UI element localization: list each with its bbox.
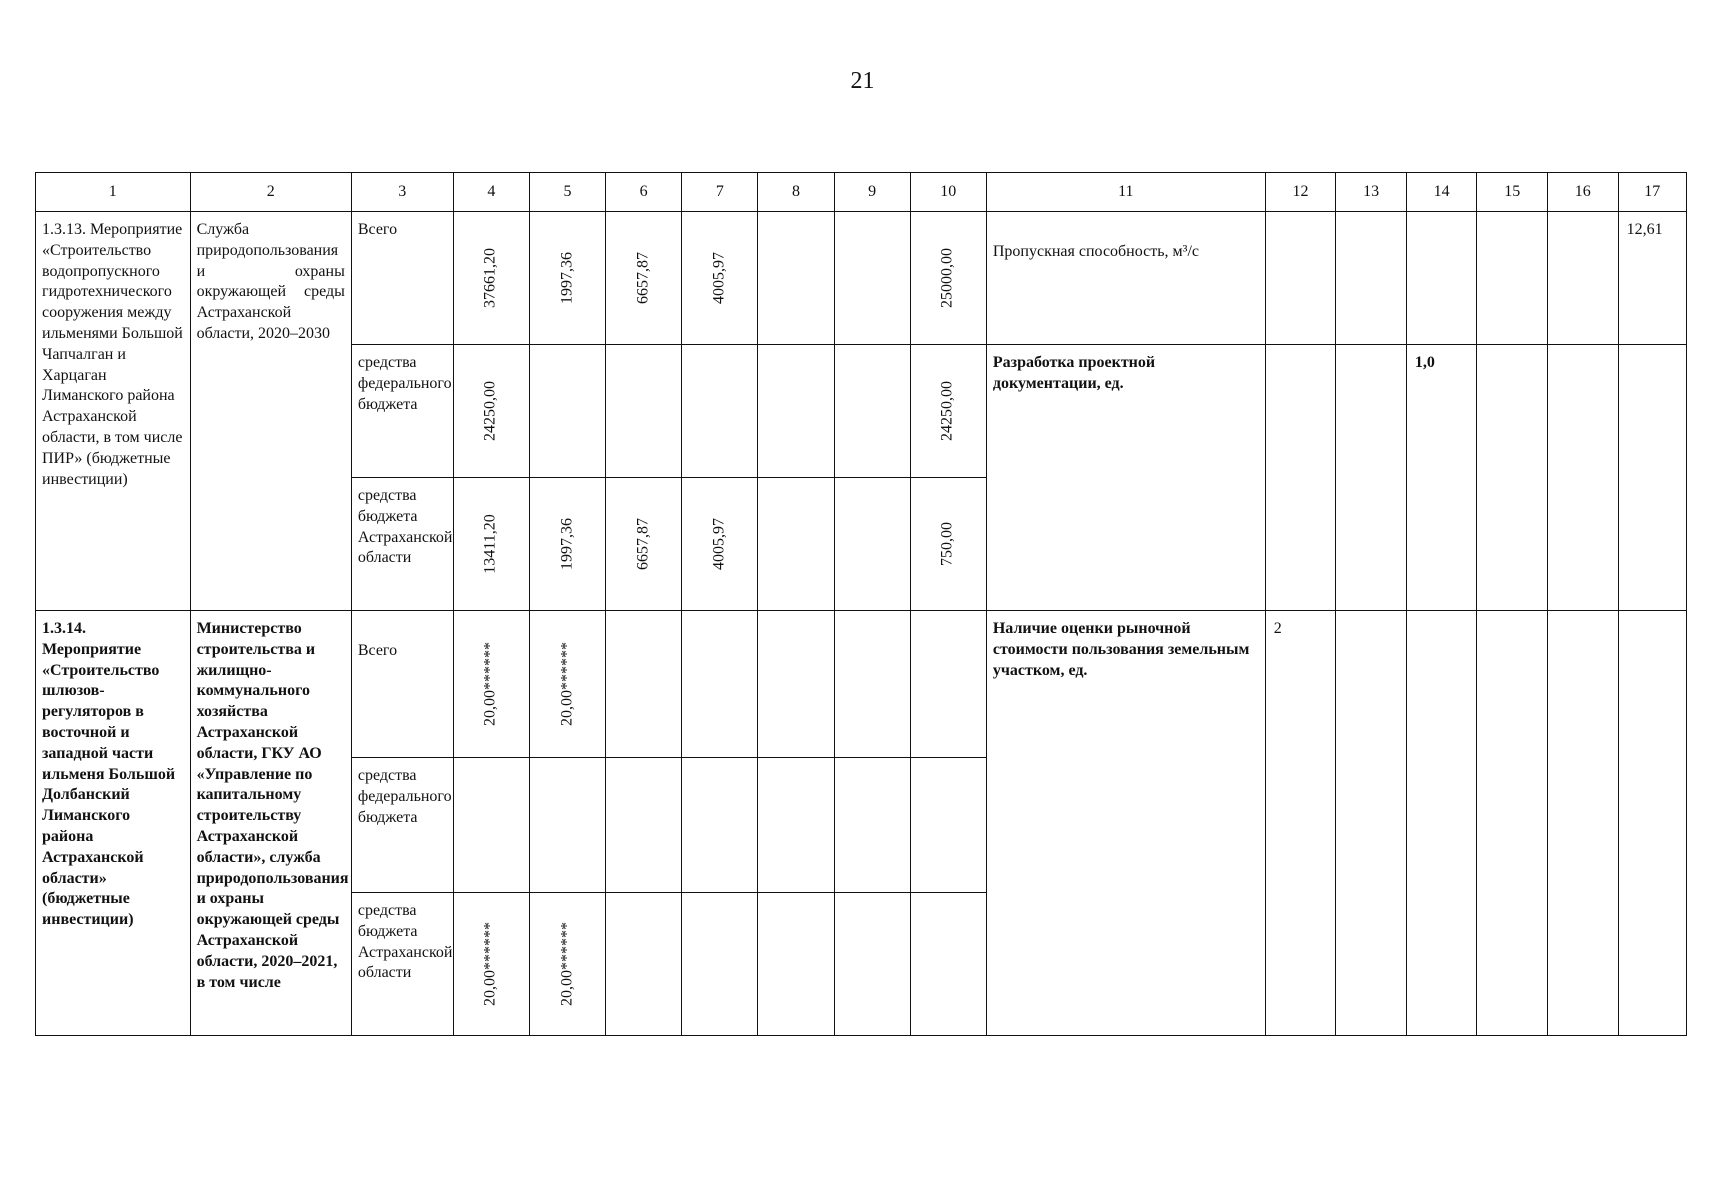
empty-cell	[758, 345, 834, 478]
value-text: 20,00******	[558, 642, 576, 726]
empty-cell	[682, 893, 758, 1036]
column-header: 14	[1406, 173, 1477, 212]
value-text: 20,00******	[481, 642, 499, 726]
program-activities-table	[35, 172, 1687, 1036]
column-header: 11	[986, 173, 1265, 212]
value-text: 20,00******	[558, 922, 576, 1006]
empty-cell	[758, 611, 834, 758]
indicator-cell	[986, 345, 1265, 611]
value-cell	[453, 478, 529, 611]
indicator-cell	[986, 212, 1265, 345]
column-header: 16	[1548, 173, 1619, 212]
table-row	[36, 212, 1687, 345]
funding-source-text: Всего	[357, 642, 398, 659]
value-cell	[910, 212, 986, 345]
value-text: 1997,36	[558, 252, 576, 304]
empty-cell	[758, 478, 834, 611]
empty-cell	[682, 611, 758, 758]
column-header: 13	[1336, 173, 1407, 212]
column-header: 15	[1477, 173, 1548, 212]
target-value-text: 12,61	[1626, 221, 1663, 238]
table-header-row	[36, 173, 1687, 212]
value-cell	[529, 893, 605, 1036]
empty-cell	[606, 758, 682, 893]
empty-cell	[1265, 345, 1336, 611]
target-value-cell	[1265, 611, 1336, 1036]
value-cell	[682, 212, 758, 345]
value-cell	[529, 611, 605, 758]
value-cell	[453, 893, 529, 1036]
funding-source-text: Всего	[357, 221, 398, 238]
table-row	[36, 611, 1687, 758]
column-header: 1	[36, 173, 191, 212]
empty-cell	[453, 758, 529, 893]
value-text: 6657,87	[634, 252, 652, 304]
value-cell	[910, 345, 986, 478]
measure-text: 1.3.14. Мероприятие «Строительство шлюзов-регуляторов в восточной и западной части ильменя Большой Долбанский Лиманского района Астраханской области» (бюджетные инвестиции)	[42, 620, 176, 929]
empty-cell	[1477, 611, 1548, 1036]
empty-cell	[1477, 212, 1548, 345]
empty-cell	[1336, 345, 1407, 611]
empty-cell	[834, 611, 910, 758]
empty-cell	[606, 345, 682, 478]
column-header: 8	[758, 173, 834, 212]
measure-cell	[36, 611, 191, 1036]
value-cell	[529, 478, 605, 611]
indicator-text: Наличие оценки рыночной стоимости пользования земельным участком, ед.	[992, 620, 1250, 679]
value-cell	[682, 478, 758, 611]
empty-cell	[758, 893, 834, 1036]
funding-source-text: средства бюджета Астраханской области	[357, 902, 453, 982]
empty-cell	[834, 478, 910, 611]
empty-cell	[606, 611, 682, 758]
empty-cell	[910, 611, 986, 758]
value-text: 24250,00	[938, 381, 956, 441]
column-header: 2	[190, 173, 351, 212]
empty-cell	[1406, 212, 1477, 345]
funding-source-text: средства федерального бюджета	[357, 354, 452, 413]
indicator-text: Пропускная способность, м³/с	[992, 243, 1199, 260]
column-header: 4	[453, 173, 529, 212]
funding-source-cell	[351, 893, 453, 1036]
empty-cell	[910, 758, 986, 893]
column-header: 12	[1265, 173, 1336, 212]
page-number: 21	[850, 68, 875, 94]
value-cell	[453, 212, 529, 345]
target-value-text: 2	[1273, 620, 1282, 637]
value-text: 13411,20	[481, 514, 499, 574]
value-text: 20,00******	[481, 922, 499, 1006]
executor-text: Министерство строительства и жилищно-коммунального хозяйства Астраханской области, ГКУ АО «Управление по капитальному строительству Астраханской области», служба природопользования и охраны окружающей среды Астраханской области, 2020–2021, в том числе	[196, 620, 349, 991]
measure-cell	[36, 212, 191, 611]
empty-cell	[758, 758, 834, 893]
value-text: 4005,97	[710, 252, 728, 304]
empty-cell	[682, 345, 758, 478]
executor-cell	[190, 611, 351, 1036]
measure-text: 1.3.13. Мероприятие «Строительство водопропускного гидротехнического сооружения между ильменями Большой Чапчалган и Харцаган Лиманского района Астраханской области, в том числе ПИР» (бюджетные инвестиции)	[42, 221, 183, 488]
empty-cell	[834, 345, 910, 478]
value-text: 24250,00	[481, 381, 499, 441]
value-cell	[606, 478, 682, 611]
empty-cell	[1265, 212, 1336, 345]
empty-cell	[529, 345, 605, 478]
empty-cell	[1548, 345, 1619, 611]
column-header: 3	[351, 173, 453, 212]
empty-cell	[1618, 345, 1686, 611]
empty-cell	[1406, 611, 1477, 1036]
indicator-text: Разработка проектной документации, ед.	[992, 354, 1156, 392]
funding-source-cell	[351, 212, 453, 345]
value-cell	[453, 345, 529, 478]
column-header: 9	[834, 173, 910, 212]
value-text: 25000,00	[938, 248, 956, 308]
funding-source-cell	[351, 758, 453, 893]
target-value-cell	[1618, 212, 1686, 345]
funding-source-cell	[351, 478, 453, 611]
value-cell	[453, 611, 529, 758]
column-header: 10	[910, 173, 986, 212]
value-cell	[529, 212, 605, 345]
column-header: 6	[606, 173, 682, 212]
indicator-cell	[986, 611, 1265, 1036]
funding-source-text: средства бюджета Астраханской области	[357, 487, 453, 567]
executor-cell	[190, 212, 351, 611]
column-header: 17	[1618, 173, 1686, 212]
value-text: 6657,87	[634, 518, 652, 570]
empty-cell	[758, 212, 834, 345]
target-value-cell	[1406, 345, 1477, 611]
executor-text: Служба природопользования и охраны окружающей среды Астраханской области, 2020–2030	[196, 221, 345, 342]
empty-cell	[606, 893, 682, 1036]
value-text: 750,00	[938, 522, 956, 566]
empty-cell	[1477, 345, 1548, 611]
funding-source-cell	[351, 345, 453, 478]
empty-cell	[834, 212, 910, 345]
empty-cell	[529, 758, 605, 893]
empty-cell	[1548, 611, 1619, 1036]
column-header: 5	[529, 173, 605, 212]
value-cell	[606, 212, 682, 345]
target-value-text: 1,0	[1414, 354, 1435, 371]
empty-cell	[1336, 212, 1407, 345]
funding-source-cell	[351, 611, 453, 758]
value-cell	[910, 478, 986, 611]
value-text: 37661,20	[481, 248, 499, 308]
funding-source-text: средства федерального бюджета	[357, 767, 452, 826]
empty-cell	[1336, 611, 1407, 1036]
empty-cell	[682, 758, 758, 893]
value-text: 4005,97	[710, 518, 728, 570]
column-header: 7	[682, 173, 758, 212]
empty-cell	[834, 893, 910, 1036]
value-text: 1997,36	[558, 518, 576, 570]
empty-cell	[834, 758, 910, 893]
empty-cell	[1618, 611, 1686, 1036]
empty-cell	[910, 893, 986, 1036]
empty-cell	[1548, 212, 1619, 345]
